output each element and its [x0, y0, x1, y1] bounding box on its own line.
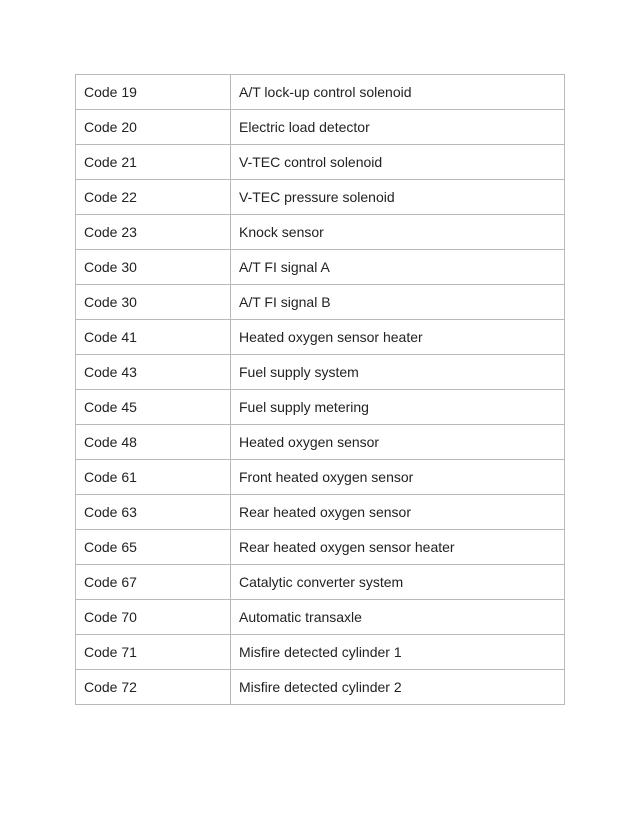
description-cell: Knock sensor [231, 215, 565, 250]
table-row [76, 250, 565, 285]
code-cell: Code 65 [76, 530, 231, 565]
code-cell: Code 45 [76, 390, 231, 425]
code-cell: Code 63 [76, 495, 231, 530]
table-row [76, 635, 565, 670]
description-cell: V-TEC pressure solenoid [231, 180, 565, 215]
table-row [76, 110, 565, 145]
description-cell: Electric load detector [231, 110, 565, 145]
table-row [76, 75, 565, 110]
table-row [76, 215, 565, 250]
table-row [76, 180, 565, 215]
table-row [76, 425, 565, 460]
description-cell: Fuel supply metering [231, 390, 565, 425]
table-row [76, 530, 565, 565]
code-cell: Code 48 [76, 425, 231, 460]
code-cell: Code 21 [76, 145, 231, 180]
trouble-code-table [75, 74, 565, 705]
code-cell: Code 19 [76, 75, 231, 110]
description-cell: Heated oxygen sensor heater [231, 320, 565, 355]
code-cell: Code 70 [76, 600, 231, 635]
description-cell: Misfire detected cylinder 1 [231, 635, 565, 670]
table-row [76, 390, 565, 425]
table-row [76, 565, 565, 600]
description-cell: A/T FI signal B [231, 285, 565, 320]
description-cell: Catalytic converter system [231, 565, 565, 600]
code-cell: Code 22 [76, 180, 231, 215]
code-cell: Code 67 [76, 565, 231, 600]
description-cell: Fuel supply system [231, 355, 565, 390]
description-cell: Rear heated oxygen sensor [231, 495, 565, 530]
code-cell: Code 41 [76, 320, 231, 355]
code-cell: Code 43 [76, 355, 231, 390]
description-cell: Front heated oxygen sensor [231, 460, 565, 495]
description-cell: Automatic transaxle [231, 600, 565, 635]
table-row [76, 355, 565, 390]
description-cell: Misfire detected cylinder 2 [231, 670, 565, 705]
table-row [76, 600, 565, 635]
description-cell: V-TEC control solenoid [231, 145, 565, 180]
description-cell: A/T lock-up control solenoid [231, 75, 565, 110]
code-cell: Code 30 [76, 250, 231, 285]
table-row [76, 670, 565, 705]
table-row [76, 285, 565, 320]
table-row [76, 495, 565, 530]
code-cell: Code 71 [76, 635, 231, 670]
description-cell: Heated oxygen sensor [231, 425, 565, 460]
table-row [76, 145, 565, 180]
description-cell: A/T FI signal A [231, 250, 565, 285]
table-row [76, 320, 565, 355]
code-cell: Code 30 [76, 285, 231, 320]
code-cell: Code 23 [76, 215, 231, 250]
description-cell: Rear heated oxygen sensor heater [231, 530, 565, 565]
code-cell: Code 61 [76, 460, 231, 495]
table-row [76, 460, 565, 495]
code-cell: Code 72 [76, 670, 231, 705]
code-cell: Code 20 [76, 110, 231, 145]
